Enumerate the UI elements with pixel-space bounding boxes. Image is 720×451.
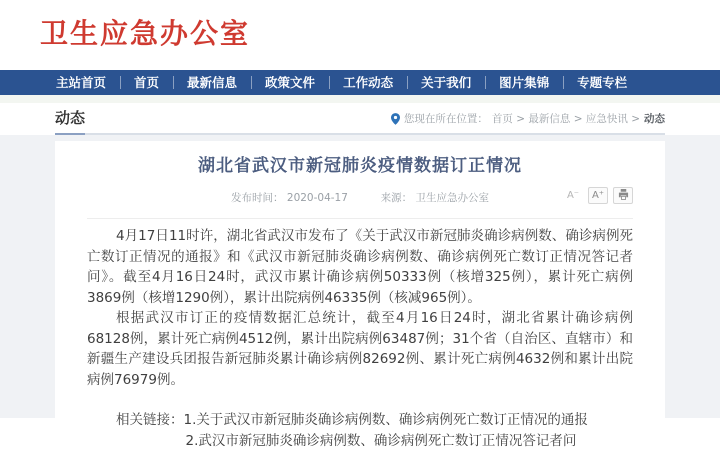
main-nav [0,70,720,95]
nav-item-picture-gallery[interactable]: 图片集锦 [485,70,563,95]
related-link-2[interactable]: 2.武汉市新冠肺炎确诊病例数、确诊病例死亡数订正情况答记者问 [186,433,577,449]
nav-item-home[interactable]: 首页 [120,70,173,95]
nav-item-main-site-home[interactable]: 主站首页 [42,70,120,95]
nav-item-latest-news[interactable]: 最新信息 [173,70,251,95]
article-toolbar [563,187,633,204]
related-links [87,410,633,451]
breadcrumb-location-label: 您现在所在位置： [404,111,488,126]
print-button[interactable] [613,187,633,204]
breadcrumb-trail[interactable]: 首页 > 最新信息 > 应急快讯 > [492,111,640,126]
nav-item-policy-documents[interactable]: 政策文件 [251,70,329,95]
nav-item-work-updates[interactable]: 工作动态 [329,70,407,95]
breadcrumb-row [0,103,720,135]
breadcrumb-current: 动态 [644,111,665,126]
related-links-line-1 [87,410,633,431]
source-value: 卫生应急办公室 [415,192,489,204]
source-label: 来源： [381,192,413,204]
section-title: 动态 [55,107,85,128]
article-meta [87,190,633,219]
site-header [0,0,720,70]
subnav-strip [0,95,720,103]
breadcrumb [391,111,665,128]
publish-time-label: 发布时间： [231,192,284,204]
font-decrease-button[interactable]: A⁻ [563,187,583,204]
article-card [55,141,665,418]
related-links-line-2 [87,431,633,451]
article-paragraph-1: 4月17日11时许，湖北省武汉市发布了《关于武汉市新冠肺炎确诊病例数、确诊病例死亡数订正情况的通报》和《武汉市新冠肺炎确诊病例数、确诊病例死亡数订正情况答记者问》。截至4月16日24时，武汉市累计确诊病例50333例（核增325例），累计死亡病例3869例（核增1290例），累计出院病例46335例（核减965例）。 [87,226,633,308]
nav-item-about-us[interactable]: 关于我们 [407,70,485,95]
related-links-label: 相关链接： [116,412,184,428]
article-title: 湖北省武汉市新冠肺炎疫情数据订正情况 [87,155,633,177]
nav-item-special-topics[interactable]: 专题专栏 [563,70,641,95]
font-increase-button[interactable]: A⁺ [588,187,608,204]
article-body [87,226,633,451]
article-paragraph-2: 根据武汉市订正的疫情数据汇总统计，截至4月16日24时，湖北省累计确诊病例68128例，累计死亡病例4512例，累计出院病例63487例；31个省（自治区、直辖市）和新疆生产建设兵团报告新冠肺炎累计确诊病例82692例、累计死亡病例4632例和累计出院病例76979例。 [87,308,633,390]
printer-icon [618,189,629,203]
content-background [0,135,720,418]
site-title: 卫生应急办公室 [40,16,720,52]
location-pin-icon [391,113,400,125]
publish-date: 2020-04-17 [287,192,348,204]
related-link-1[interactable]: 1.关于武汉市新冠肺炎确诊病例数、确诊病例死亡数订正情况的通报 [184,412,588,428]
